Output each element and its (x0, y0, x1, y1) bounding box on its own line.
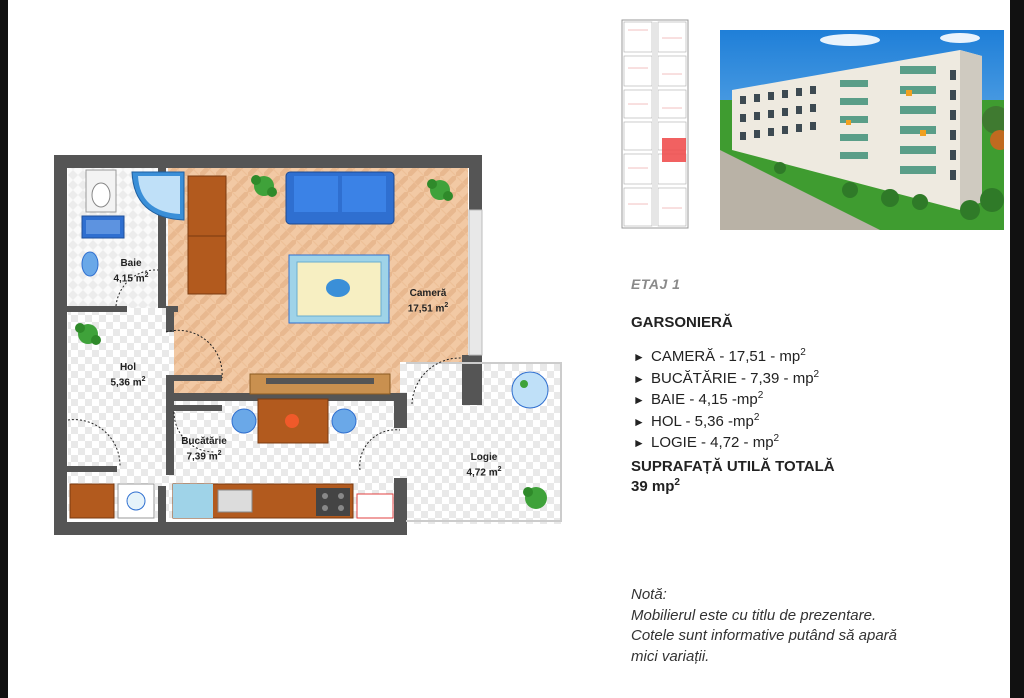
note-line: Cotele sunt informative putând să apară (631, 627, 897, 644)
label-logie-area-sup: 2 (497, 466, 502, 473)
label-baie-area-sup: 2 (144, 272, 149, 279)
kitchen-sink (218, 490, 252, 512)
label-baie-name: Baie (120, 258, 142, 269)
label-hol (103, 362, 153, 389)
room-area-text: BUCĂTĂRIE - 7,39 - mp (651, 369, 814, 387)
page (8, 0, 1010, 698)
label-camera-area (398, 300, 458, 315)
label-camera (398, 288, 458, 315)
note-title: Notă: (631, 586, 667, 603)
label-hol-area (103, 374, 153, 389)
total-area-number: 39 mp (631, 478, 675, 495)
arrow-right-icon: ► (633, 350, 645, 364)
floor-plan (8, 0, 608, 560)
arrow-right-icon: ► (633, 414, 645, 429)
label-hol-name: Hol (119, 362, 137, 373)
label-bucatarie (174, 436, 234, 463)
label-logie-area (456, 464, 512, 479)
label-camera-name: Cameră (409, 288, 447, 299)
sink (82, 252, 98, 276)
label-camera-area-sup: 2 (444, 302, 449, 309)
note-line: mici variații. (631, 647, 710, 665)
label-bucatarie-area (174, 448, 234, 463)
chair-left (232, 409, 256, 433)
room-area-sup: 2 (800, 347, 806, 358)
note (631, 585, 897, 667)
room-area-sup: 2 (757, 390, 764, 401)
list-item (633, 389, 819, 411)
label-logie-name: Logie (470, 452, 498, 463)
list-item (633, 432, 819, 454)
floor-plan-drawing (8, 0, 608, 560)
wardrobe (188, 176, 226, 294)
room-area-text: HOL - 5,36 -mp (651, 412, 754, 430)
room-area-text: CAMERĂ - 17,51 - mp (651, 348, 801, 365)
rooms-list (633, 346, 819, 454)
list-item (633, 411, 819, 433)
list-item (633, 368, 819, 390)
label-logie (456, 452, 512, 479)
room-area-sup: 2 (813, 368, 820, 380)
room-area-sup: 2 (773, 433, 780, 444)
note-line: Mobilierul este cu titlu de prezentare. (631, 606, 877, 624)
room-area-text: BAIE - 4,15 -mp (651, 391, 758, 408)
label-bucatarie-area-sup: 2 (217, 450, 222, 457)
label-baie-area-value: 4,15 m (113, 273, 145, 285)
fridge (357, 494, 393, 518)
building-render (720, 30, 1004, 230)
total-area-sup: 2 (674, 477, 680, 488)
room-area-sup: 2 (753, 411, 760, 423)
stove (316, 488, 350, 516)
hol-cabinet (70, 484, 114, 518)
apartment-type: GARSONIERĂ (631, 314, 733, 331)
label-camera-area-value: 17,51 m (407, 303, 445, 315)
label-logie-area-value: 4,72 m (466, 467, 498, 479)
label-bucatarie-area-value: 7,39 m (186, 451, 218, 463)
arrow-right-icon: ► (633, 371, 645, 386)
arrow-right-icon: ► (633, 436, 645, 450)
logie-table (512, 372, 548, 408)
label-hol-area-value: 5,36 m (110, 377, 142, 389)
highlighted-apartment (662, 138, 686, 162)
chair-right (332, 409, 356, 433)
floor-title: ETAJ 1 (631, 276, 681, 292)
total-area-label: SUPRAFAȚĂ UTILĂ TOTALĂ (631, 458, 835, 475)
label-baie-area (106, 270, 156, 285)
label-bucatarie-name: Bucătărie (181, 436, 227, 447)
total-area-value (631, 478, 680, 495)
arrow-right-icon: ► (633, 393, 645, 407)
label-baie (106, 258, 156, 285)
list-item (633, 346, 819, 368)
label-hol-area-sup: 2 (141, 376, 146, 383)
room-area-text: LOGIE - 4,72 - mp (651, 434, 774, 451)
building-floor-thumbnail (620, 18, 690, 230)
